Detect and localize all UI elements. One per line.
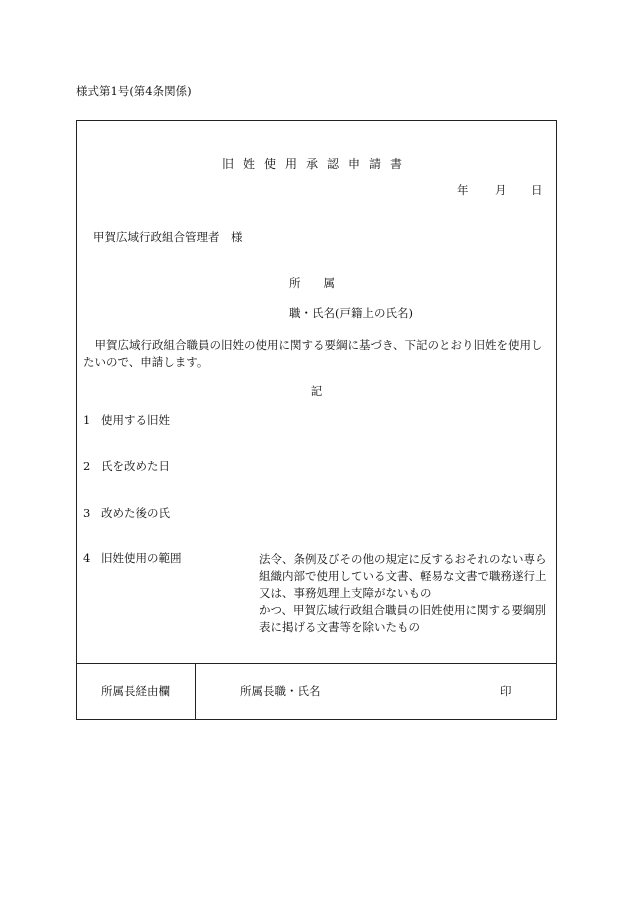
item-new-surname xyxy=(83,508,170,520)
scope-paragraph-1: 法令、条例及びその他の規定に反するおそれのない専ら組織内部で使用している文書、軽易な文書で職務遂行上又は、事務処理上支障がないもの xyxy=(259,552,547,600)
footer-divider xyxy=(77,663,556,664)
footer-manager-name-label: 所属長職・氏名 xyxy=(240,684,321,698)
item-number: 4 xyxy=(83,551,91,565)
seal-mark: 印 xyxy=(500,684,512,698)
usage-scope-text xyxy=(249,551,553,636)
item-change-date xyxy=(83,461,170,473)
item-usage-scope xyxy=(83,553,182,565)
item-number: 2 xyxy=(83,459,91,473)
item-number: 1 xyxy=(83,413,91,427)
addressee: 甲賀広域行政組合管理者 様 xyxy=(93,230,243,244)
application-body-text: 甲賀広域行政組合職員の旧姓の使用に関する要綱に基づき、下記のとおり旧姓を使用したいので、申請します。 xyxy=(83,338,543,369)
footer-route-label: 所属長経由欄 xyxy=(101,684,170,698)
item-label: 使用する旧姓 xyxy=(101,413,170,427)
scope-paragraph-2: かつ、甲賀広域行政組合職員の旧姓使用に関する要綱別表に掲げる文書等を除いたもの xyxy=(259,603,547,634)
affiliation-label: 所 属 xyxy=(289,276,335,290)
form-number-label: 様式第1号(第4条関係) xyxy=(76,84,192,98)
item-label: 氏を改めた日 xyxy=(101,459,170,473)
date-month-label: 月 xyxy=(495,183,507,197)
item-former-surname xyxy=(83,415,170,427)
name-label: 職・氏名(戸籍上の氏名) xyxy=(289,306,413,320)
item-label: 改めた後の氏 xyxy=(101,506,170,520)
item-number: 3 xyxy=(83,506,91,520)
ki-heading: 記 xyxy=(310,384,323,398)
date-day-label: 日 xyxy=(531,183,543,197)
application-form-box xyxy=(76,120,557,720)
form-title: 旧姓使用承認申請書 xyxy=(221,157,411,171)
footer-column-divider xyxy=(195,663,196,719)
date-year-label: 年 xyxy=(457,183,469,197)
item-label: 旧姓使用の範囲 xyxy=(101,551,182,565)
